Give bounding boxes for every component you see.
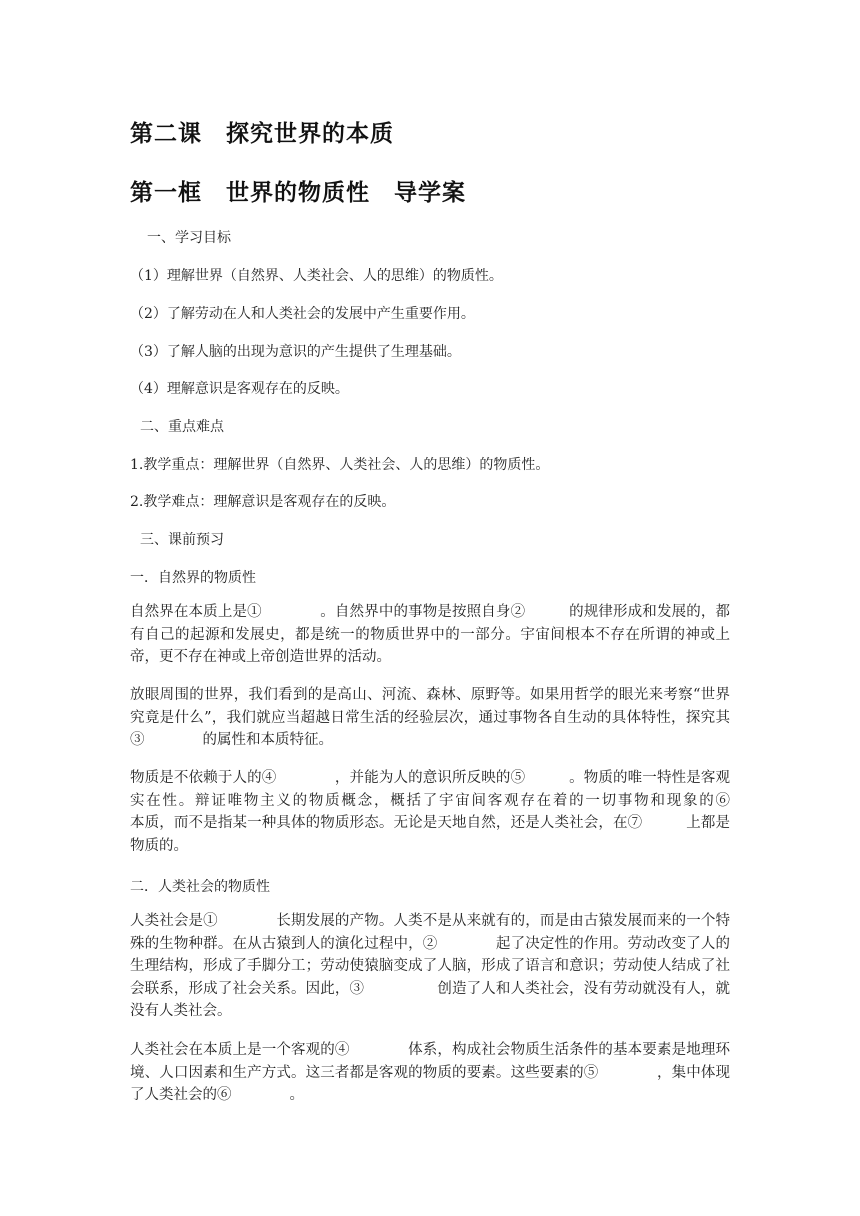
society-paragraph-2 xyxy=(130,1039,730,1107)
section-title-key-points: 二、重点难点 xyxy=(140,419,224,435)
objective-item: （2）了解劳动在人和人类社会的发展中产生重要作用。 xyxy=(130,306,475,322)
objective-item: （1）理解世界（自然界、人类社会、人的思维）的物质性。 xyxy=(130,268,503,284)
subsection-title-society: 二．人类社会的物质性 xyxy=(130,879,270,895)
paragraph-text: 自然界在本质上是① 。自然界中的事物是按照自身② 的规律形成和发展的，都有自己的起源和发展史，都是统一的物质世界中的一部分。宇宙间根本不存在所谓的神或上帝，更不存在神或上帝创造世界的活动。 xyxy=(130,604,730,665)
society-paragraph-1 xyxy=(130,910,730,1023)
subsection-title-nature: 一．自然界的物质性 xyxy=(130,570,256,586)
paragraph-text: 人类社会是① 长期发展的产物。人类不是从来就有的，而是由古猿发展而来的一个特殊的生物种群。在从古猿到人的演化过程中，② 起了决定性的作用。劳动改变了人的生理结构，形成了手脚分工；劳动使猿脑变成了人脑，形成了语言和意识；劳动使人结成了社会联系，形成了社会关系。因此，③ 创造了人和人类社会，没有劳动就没有人，就没有人类社会。 xyxy=(130,913,730,1019)
nature-paragraph-2 xyxy=(130,684,730,752)
nature-paragraph-3 xyxy=(130,767,788,857)
key-point-item: 1.教学重点：理解世界（自然界、人类社会、人的思维）的物质性。 xyxy=(130,457,550,473)
paragraph-text: 放眼周围的世界，我们看到的是高山、河流、森林、原野等。如果用哲学的眼光来考察“世界究竟是什么”，我们就应当超越日常生活的经验层次，通过事物各自生动的具体特性，探究其③ 的属性和本质特征。 xyxy=(130,687,730,748)
objective-item: （3）了解人脑的出现为意识的产生提供了生理基础。 xyxy=(130,344,461,360)
objective-item: （4）理解意识是客观存在的反映。 xyxy=(130,381,349,397)
key-point-item: 2.教学难点：理解意识是客观存在的反映。 xyxy=(130,494,396,510)
lesson-heading: 第二课 探究世界的本质 xyxy=(130,121,394,147)
section-title-objectives: 一、学习目标 xyxy=(147,230,231,246)
section-title-preview: 三、课前预习 xyxy=(140,532,224,548)
nature-paragraph-1 xyxy=(130,601,730,669)
paragraph-text: 物质是不依赖于人的④ ，并能为人的意识所反映的⑤ 。物质的唯一特性是客观实在性。辩证唯物主义的物质概念，概括了宇宙间客观存在着的一切事物和现象的⑥ 本质，而不是指某一种具体的物质形态。无论是天地自然，还是人类社会，在⑦ 上都是物质的。 xyxy=(130,770,788,854)
paragraph-text: 人类社会在本质上是一个客观的④ 体系，构成社会物质生活条件的基本要素是地理环境、人口因素和生产方式。这三者都是客观的物质的要素。这些要素的⑤ ，集中体现了人类社会的⑥ 。 xyxy=(130,1042,730,1103)
frame-heading: 第一框 世界的物质性 导学案 xyxy=(130,180,466,206)
